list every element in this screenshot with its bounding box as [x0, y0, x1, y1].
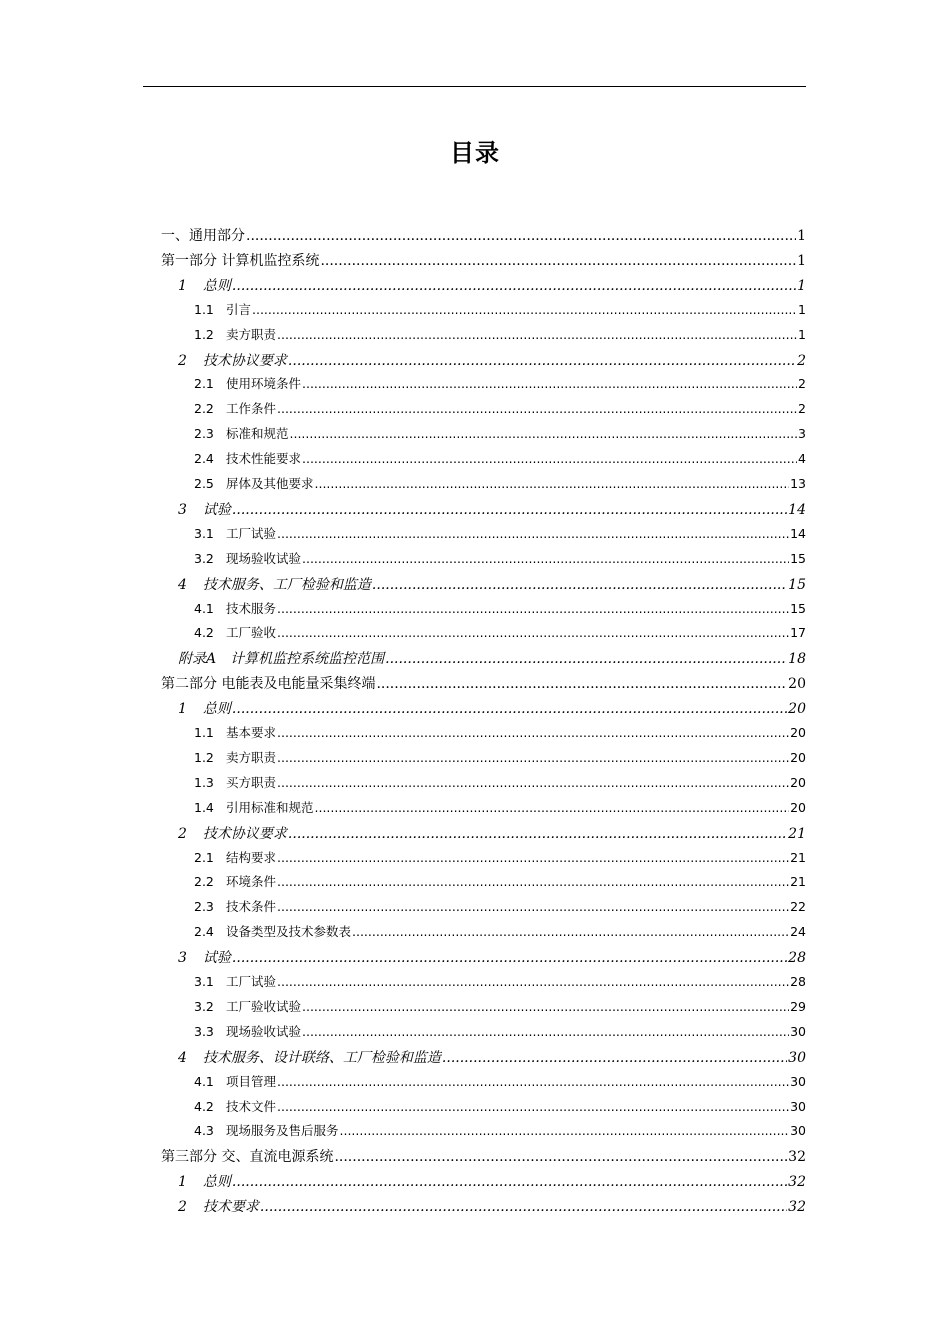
toc-entry-leader — [232, 502, 787, 518]
toc-entry-title: 一、通用部分 — [161, 228, 245, 244]
toc-entry[interactable] — [161, 1146, 806, 1170]
toc-entry-number: 3.2 — [194, 998, 214, 1014]
toc-entry-page: 2 — [797, 352, 806, 369]
toc-entry-title: 买方职责 — [226, 774, 277, 790]
toc-entry[interactable] — [194, 723, 806, 747]
toc-entry-page: 1 — [797, 277, 806, 294]
toc-entry-page: 15 — [790, 550, 806, 566]
toc-entry[interactable] — [194, 848, 806, 872]
toc-entry-page: 29 — [790, 998, 806, 1014]
toc-entry-page: 30 — [790, 1073, 806, 1089]
toc-entry-number: 3.1 — [194, 525, 214, 541]
toc-entry[interactable] — [194, 997, 806, 1021]
toc-entry-title: 基本要求 — [226, 725, 277, 740]
toc-entry-title: 现场验收试验 — [226, 550, 302, 566]
toc-entry-title: 技术要求 — [202, 1199, 259, 1216]
toc-entry-leader — [288, 353, 796, 369]
toc-entry-page: 17 — [790, 625, 806, 641]
toc-entry-title: 引言 — [226, 301, 252, 317]
toc-entry[interactable] — [161, 673, 806, 697]
toc-entry-leader — [340, 1123, 790, 1138]
toc-entry-leader — [277, 1074, 789, 1089]
toc-entry-number: 1 — [178, 1174, 187, 1191]
toc-entry-number: 2.4 — [194, 451, 214, 467]
toc-entry-page: 32 — [788, 1149, 806, 1166]
toc-entry-leader — [315, 800, 790, 815]
toc-entry[interactable] — [178, 1047, 806, 1071]
toc-entry-title: 工厂试验 — [226, 974, 277, 989]
toc-entry-number: 2.3 — [194, 899, 214, 915]
toc-entry[interactable] — [194, 872, 806, 896]
toc-entry-leader — [277, 601, 789, 616]
toc-entry-page: 22 — [790, 899, 806, 915]
toc-entry-number: 3 — [178, 950, 187, 967]
toc-entry-title: 第一部分 计算机监控系统 — [161, 252, 320, 269]
toc-entry-page: 18 — [788, 651, 806, 668]
toc-entry[interactable] — [194, 623, 806, 647]
toc-entry[interactable] — [194, 773, 806, 797]
toc-entry-title: 试验 — [202, 950, 231, 967]
toc-entry[interactable] — [194, 1121, 806, 1145]
toc-entry[interactable] — [194, 374, 806, 398]
toc-entry-title: 环境条件 — [226, 874, 277, 890]
toc-entry[interactable] — [178, 823, 806, 847]
toc-entry[interactable] — [194, 399, 806, 423]
toc-entry-number: 4.1 — [194, 600, 214, 616]
toc-entry-number: 3 — [178, 501, 187, 518]
toc-entry-title: 技术性能要求 — [226, 451, 302, 467]
toc-entry-title: 技术协议要求 — [202, 825, 287, 842]
toc-entry[interactable] — [194, 599, 806, 623]
toc-entry[interactable] — [178, 1196, 806, 1220]
toc-entry-leader — [302, 551, 789, 566]
toc-entry-title: 屏体及其他要求 — [226, 476, 314, 491]
toc-entry-leader — [277, 899, 789, 914]
toc-entry-page: 20 — [790, 774, 806, 790]
toc-entry-leader — [302, 451, 797, 466]
toc-entry-leader — [352, 924, 789, 939]
toc-entry-page: 2 — [798, 376, 806, 392]
toc-entry-leader — [277, 327, 797, 342]
toc-entry-leader — [385, 651, 787, 667]
toc-entry-page: 15 — [788, 576, 806, 593]
toc-entry-title: 工作条件 — [226, 401, 277, 417]
toc-entry-page: 24 — [790, 924, 806, 940]
toc-entry-leader — [277, 974, 789, 989]
toc-entry-page: 32 — [788, 1199, 806, 1216]
toc-entry-title: 卖方职责 — [226, 326, 277, 342]
toc-entry-leader — [334, 1149, 787, 1165]
toc-entry-page: 20 — [790, 799, 806, 815]
header-rule — [143, 86, 806, 87]
toc-entry-title: 总则 — [202, 277, 231, 294]
toc-entry[interactable] — [194, 748, 806, 772]
toc-entry-number: 3.3 — [194, 1023, 214, 1039]
toc-entry-leader — [277, 625, 789, 640]
toc-entry[interactable] — [194, 424, 806, 448]
toc-entry-number: 1 — [178, 701, 187, 718]
toc-entry[interactable] — [178, 275, 806, 299]
toc-entry-number: 1.3 — [194, 774, 214, 790]
toc-entry[interactable] — [178, 1171, 806, 1195]
toc-entry-title: 总则 — [202, 701, 231, 718]
toc-entry-leader — [315, 476, 790, 491]
toc-entry-leader — [290, 426, 798, 441]
toc-entry-leader — [288, 826, 787, 842]
toc-entry-title: 标准和规范 — [226, 426, 289, 442]
toc-entry-title: 现场验收试验 — [226, 1023, 302, 1039]
toc-entry-title: 技术条件 — [226, 899, 277, 915]
toc-entry-number: 4 — [178, 576, 187, 593]
toc-entry-page: 13 — [790, 476, 806, 491]
toc-entry[interactable] — [194, 922, 806, 946]
toc-entry[interactable] — [194, 1022, 806, 1046]
toc-entry-leader — [302, 999, 789, 1014]
toc-entry-page: 1 — [797, 252, 806, 269]
toc-entry-page: 21 — [790, 849, 806, 865]
toc-entry[interactable] — [161, 250, 806, 274]
toc-entry[interactable] — [178, 574, 806, 598]
toc-entry-number: 3.2 — [194, 550, 214, 566]
toc-entry-leader — [320, 253, 796, 269]
toc-title: 目录 — [450, 139, 500, 167]
toc-entry-number: 4.2 — [194, 1098, 214, 1114]
toc-entry-page: 28 — [790, 974, 806, 989]
toc-entry[interactable] — [178, 350, 806, 374]
toc-entry-page: 20 — [790, 725, 806, 740]
toc-entry-page: 30 — [790, 1023, 806, 1039]
toc-entry[interactable] — [194, 549, 806, 573]
toc-entry-leader — [252, 302, 797, 317]
toc-entry-title: 现场服务及售后服务 — [226, 1123, 339, 1139]
toc-entry-number: 4.2 — [194, 625, 214, 641]
toc-entry-title: 结构要求 — [226, 849, 277, 865]
toc-entry-leader — [232, 278, 796, 294]
toc-entry-title: 技术服务 — [226, 600, 277, 616]
toc-entry-number: 附录A — [178, 651, 217, 668]
toc-entry-number: 3.1 — [194, 974, 214, 989]
toc-entry[interactable] — [178, 499, 806, 523]
toc-entry-leader — [246, 228, 796, 244]
toc-entry-number: 1.2 — [194, 749, 214, 765]
toc-entry[interactable] — [194, 972, 806, 996]
toc-entry-number: 4 — [178, 1049, 187, 1066]
toc-entry-leader — [302, 376, 797, 391]
toc-entry-title: 第三部分 交、直流电源系统 — [161, 1149, 334, 1166]
toc-entry-number: 2.3 — [194, 426, 214, 442]
toc-entry-page: 30 — [790, 1123, 806, 1139]
toc-entry-title: 使用环境条件 — [226, 376, 302, 392]
toc-entry-leader — [277, 401, 797, 416]
toc-entry-page: 20 — [790, 749, 806, 765]
toc-entry-number: 2 — [178, 825, 187, 842]
toc-entry-page: 1 — [798, 326, 806, 342]
toc-entry-page: 15 — [790, 600, 806, 616]
toc-entry-number: 2.5 — [194, 476, 214, 491]
toc-entry[interactable] — [194, 897, 806, 921]
toc-entry-leader — [372, 577, 787, 593]
toc-entry-page: 14 — [790, 525, 806, 541]
toc-entry-number: 1.4 — [194, 799, 214, 815]
toc-entry-title: 技术协议要求 — [202, 352, 287, 369]
toc-entry-leader — [277, 725, 789, 740]
toc-entry-title: 工厂试验 — [226, 525, 277, 541]
toc-entry-page: 21 — [788, 825, 806, 842]
toc-entry-page: 1 — [798, 301, 806, 317]
toc-entry[interactable] — [194, 798, 806, 822]
toc-entry-title: 项目管理 — [226, 1073, 277, 1089]
toc-entry-page: 20 — [788, 676, 806, 693]
toc-entry-title: 技术服务、工厂检验和监造 — [202, 576, 371, 593]
toc-entry-page: 3 — [798, 426, 806, 442]
toc-entry-title: 工厂验收试验 — [226, 998, 302, 1014]
toc-entry-page: 21 — [790, 874, 806, 890]
toc-entry-number: 2.1 — [194, 376, 214, 392]
toc-entry[interactable] — [178, 947, 806, 971]
toc-entry-leader — [277, 850, 789, 865]
toc-entry-number: 2.1 — [194, 849, 214, 865]
toc-entry-number: 1.1 — [194, 725, 214, 740]
toc-entry[interactable] — [194, 300, 806, 324]
toc-entry-leader — [277, 775, 789, 790]
toc-entry-title: 第二部分 电能表及电能量采集终端 — [161, 676, 376, 693]
toc-entry[interactable] — [194, 474, 806, 498]
toc-entry[interactable] — [194, 325, 806, 349]
toc-entry[interactable] — [194, 449, 806, 473]
toc-entry-page: 20 — [788, 701, 806, 718]
toc-entry-page: 32 — [788, 1174, 806, 1191]
toc-entry[interactable] — [178, 648, 806, 672]
toc-entry-title: 技术文件 — [226, 1098, 277, 1114]
toc-entry-title: 卖方职责 — [226, 749, 277, 765]
toc-entry-title: 试验 — [202, 501, 231, 518]
toc-entry-page: 28 — [788, 950, 806, 967]
toc-entry-leader — [376, 676, 787, 692]
toc-entry[interactable] — [194, 524, 806, 548]
toc-entry-number: 1.1 — [194, 301, 214, 317]
toc-entry-number: 2.2 — [194, 874, 214, 890]
toc-entry-number: 2.4 — [194, 924, 214, 940]
toc-entry-leader — [232, 701, 787, 717]
toc-entry-leader — [277, 750, 789, 765]
toc-entry-number: 1 — [178, 277, 187, 294]
toc-entry-leader — [277, 874, 789, 889]
toc-entry-title: 设备类型及技术参数表 — [226, 924, 352, 940]
toc-entry-page: 4 — [798, 451, 806, 467]
toc-entry-page: 30 — [788, 1049, 806, 1066]
toc-entry-leader — [232, 950, 787, 966]
toc-entry-page: 2 — [798, 401, 806, 417]
toc-entry-title: 引用标准和规范 — [226, 799, 314, 815]
toc-entry[interactable] — [178, 698, 806, 722]
toc-entry-page: 30 — [790, 1098, 806, 1114]
toc-entry-leader — [232, 1174, 787, 1190]
toc-entry[interactable] — [194, 1097, 806, 1121]
toc-entry-number: 2 — [178, 352, 187, 369]
toc-entry-leader — [277, 1099, 789, 1114]
toc-entry-number: 4.3 — [194, 1123, 214, 1139]
toc-entry-leader — [442, 1050, 787, 1066]
toc-entry-number: 4.1 — [194, 1073, 214, 1089]
toc-entry-leader — [302, 1024, 789, 1039]
toc-entry-page: 14 — [788, 501, 806, 518]
toc-entry-number: 2.2 — [194, 401, 214, 417]
toc-entry-leader — [277, 526, 789, 541]
toc-entry-number: 1.2 — [194, 326, 214, 342]
toc-entry-number: 2 — [178, 1199, 187, 1216]
toc-entry[interactable] — [161, 225, 806, 249]
toc-entry-title: 总则 — [202, 1174, 231, 1191]
toc-entry-leader — [260, 1199, 787, 1215]
toc-entry-title: 工厂验收 — [226, 625, 277, 641]
toc-entry-title: 计算机监控系统监控范围 — [230, 651, 385, 668]
toc-entry[interactable] — [194, 1072, 806, 1096]
toc-entry-page: 1 — [797, 228, 806, 244]
toc-entry-title: 技术服务、设计联络、工厂检验和监造 — [202, 1049, 441, 1066]
